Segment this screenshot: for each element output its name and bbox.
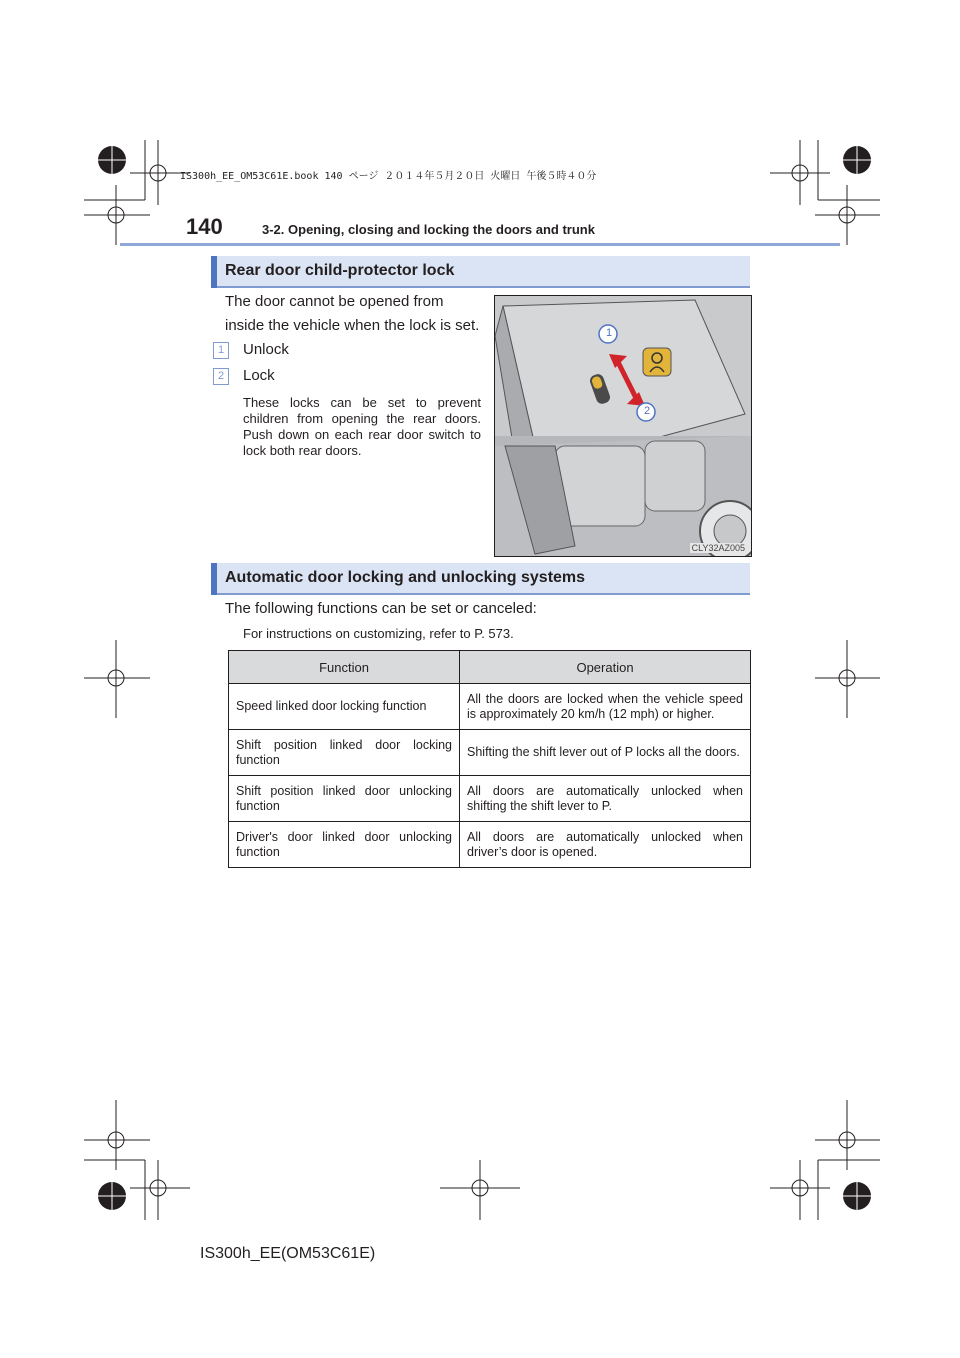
figure-code: CLY32AZ005: [691, 543, 745, 553]
function-cell: Shift position linked door locking function: [229, 730, 460, 776]
table-row: [229, 822, 751, 868]
door-illustration-graphic: [495, 296, 751, 556]
heading-accent-bar: [211, 256, 217, 288]
callout-2: 2: [643, 405, 651, 417]
item-label: Unlock: [243, 341, 289, 358]
section-intro: The door cannot be opened from inside the vehicle when the lock is set.: [225, 293, 480, 334]
operation-cell: Shifting the shift lever out of P locks all the doors.: [460, 730, 751, 776]
table-row: [229, 776, 751, 822]
callout-1: 1: [605, 327, 613, 339]
function-cell: Shift position linked door unlocking function: [229, 776, 460, 822]
list-item-lock: [213, 366, 483, 390]
section-intro: The following functions can be set or canceled:: [225, 600, 537, 617]
item-label: Lock: [243, 367, 275, 384]
table-row: [229, 684, 751, 730]
section-heading-auto-lock: [211, 563, 750, 595]
section-title: Automatic door locking and unlocking systems: [225, 569, 586, 586]
header-function: Function: [229, 651, 460, 684]
chapter-title: 3-2. Opening, closing and locking the doors and trunk: [262, 222, 595, 237]
item-number-badge: 2: [213, 368, 229, 385]
header-rule: [120, 243, 840, 246]
list-item-unlock: [213, 340, 483, 364]
manual-code: IS300h_EE(OM53C61E): [200, 1245, 376, 1262]
child-lock-note: These locks can be set to prevent children from opening the rear doors. Push down on each rear door switch to lock both rear doors.: [243, 395, 481, 458]
function-cell: Driver's door linked door unlocking function: [229, 822, 460, 868]
operation-cell: All doors are automatically unlocked when driver’s door is opened.: [460, 822, 751, 868]
section-heading-child-lock: [211, 256, 750, 288]
functions-table: [228, 650, 751, 868]
page-number: 140: [186, 214, 223, 239]
table-header-row: [229, 651, 751, 684]
print-line: IS300h_EE_OM53C61E.book 140 ページ ２０１４年５月２０日 火曜日 午後５時４０分: [180, 171, 597, 182]
child-lock-illustration: [494, 295, 752, 557]
table-row: [229, 730, 751, 776]
customize-note: For instructions on customizing, refer to P. 573.: [243, 626, 514, 641]
item-number-badge: 1: [213, 342, 229, 359]
header-operation: Operation: [460, 651, 751, 684]
operation-cell: All doors are automatically unlocked when shifting the shift lever to P.: [460, 776, 751, 822]
section-title: Rear door child-protector lock: [225, 262, 455, 279]
heading-accent-bar: [211, 563, 217, 595]
operation-cell: All the doors are locked when the vehicle speed is approximately 20 km/h (12 mph) or higher.: [460, 684, 751, 730]
function-cell: Speed linked door locking function: [229, 684, 460, 730]
